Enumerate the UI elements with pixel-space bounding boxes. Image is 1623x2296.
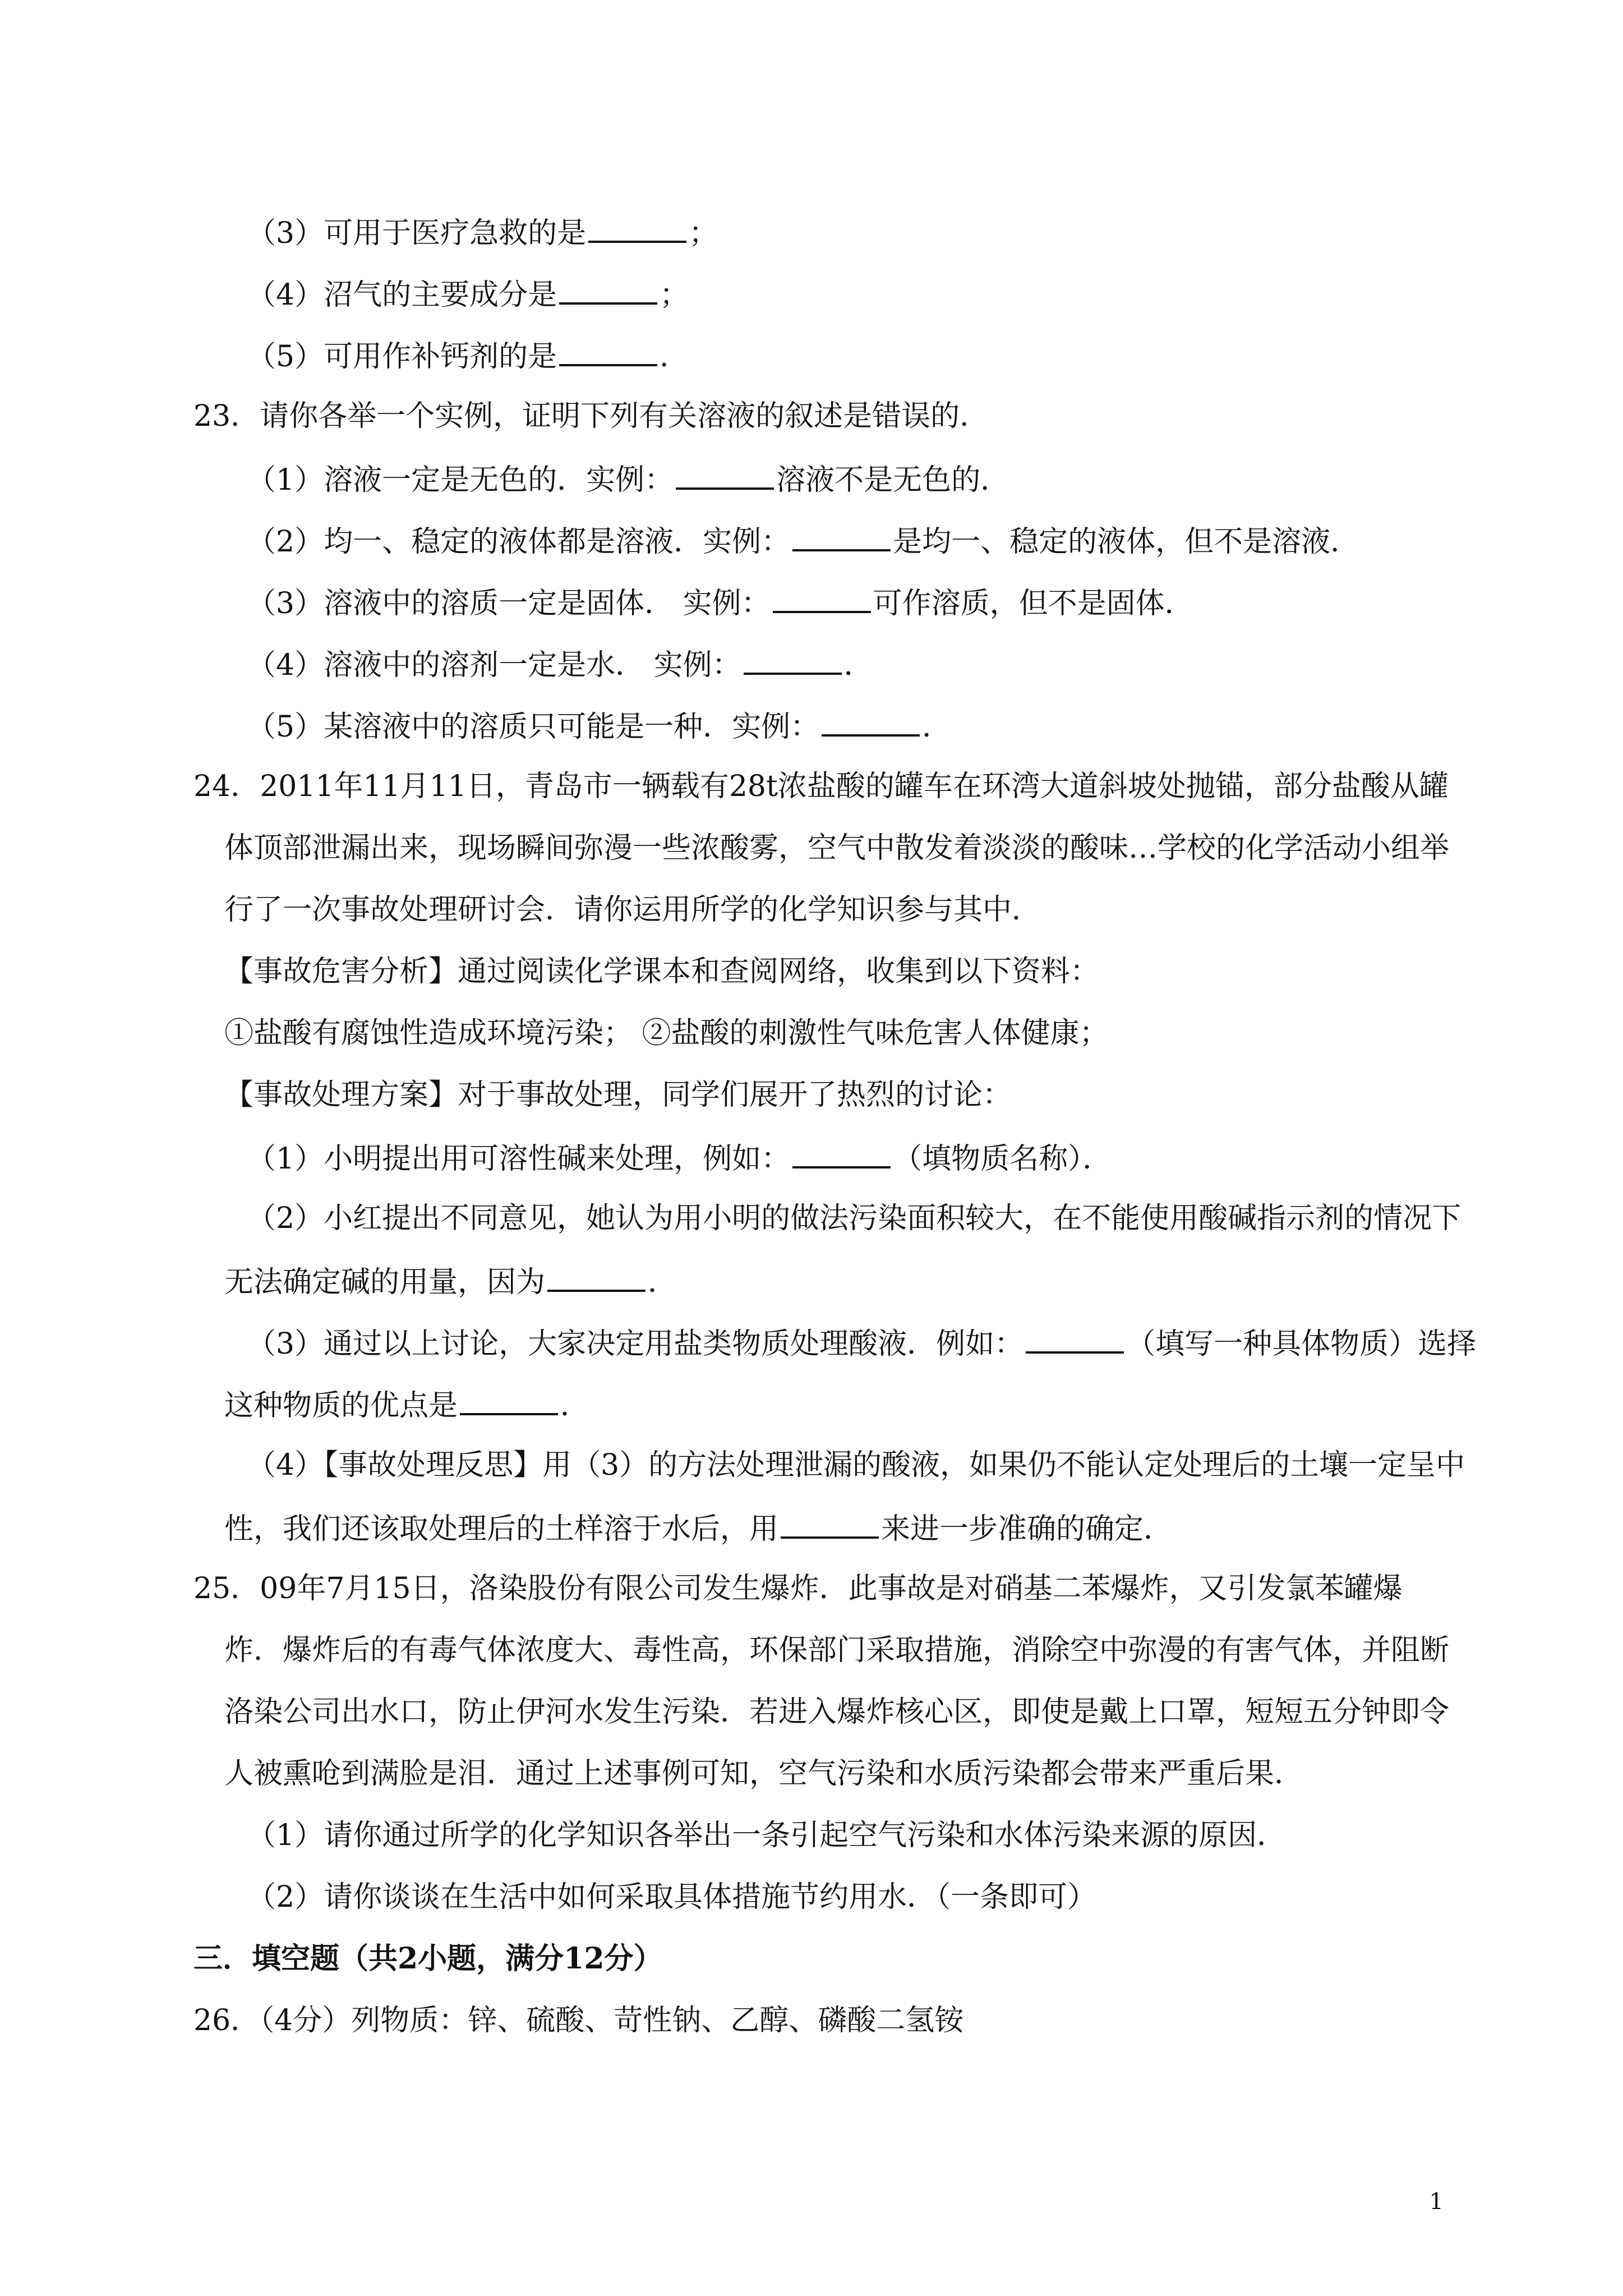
q23-1: （1）溶液一定是无色的．实例： 溶液不是无色的． [247, 458, 1009, 500]
q23-2: （2）均一、稳定的液体都是溶液．实例： 是均一、稳定的液体，但不是溶液． [247, 520, 1359, 562]
answer-blank[interactable] [1026, 1322, 1124, 1354]
q23-stem: 23．请你各举一个实例，证明下列有关溶液的叙述是错误的． [193, 399, 989, 433]
q24-1: （1）小明提出用可溶性碱来处理，例如： （填物质名称）． [247, 1137, 1112, 1179]
q25-2: （2）请你谈谈在生活中如何采取具体措施节约用水．（一条即可） [247, 1880, 1097, 1914]
q24-2-line1: （2）小红提出不同意见，她认为用小明的做法污染面积较大，在不能使用酸碱指示剂的情况下 [247, 1202, 1461, 1235]
answer-blank[interactable] [781, 1507, 879, 1539]
q24-3-line1: （3）通过以上讨论，大家决定用盐类物质处理酸液．例如： （填写一种具体物质）选择 [247, 1322, 1476, 1364]
q25-1: （1）请你通过所学的化学知识各举出一条引起空气污染和水体污染来源的原因． [247, 1819, 1287, 1852]
q23-4: （4）溶液中的溶剂一定是水． 实例： ． [247, 643, 873, 685]
q24-4-line1: （4）【事故处理反思】用（3）的方法处理泄漏的酸液，如果仍不能认定处理后的土壤一定呈中 [247, 1448, 1465, 1482]
q24-plan-heading: 【事故处理方案】对于事故处理，同学们展开了热烈的讨论： [224, 1078, 1012, 1112]
q23-3: （3）溶液中的溶质一定是固体． 实例： 可作溶质，但不是固体． [247, 582, 1194, 623]
q24-analysis-heading: 【事故危害分析】通过阅读化学课本和查阅网络，收集到以下资料： [224, 955, 1100, 988]
answer-blank[interactable] [559, 335, 657, 366]
answer-blank[interactable] [792, 1137, 891, 1168]
answer-blank[interactable] [547, 1260, 645, 1292]
q25-stem-1: 25．09年7月15日，洛染股份有限公司发生爆炸．此事故是对硝基二苯爆炸，又引发氯苯罐爆 [193, 1572, 1403, 1605]
q24-4-line2: 性，我们还该取处理后的土样溶于水后，用 来进一步准确的确定． [224, 1507, 1173, 1549]
answer-blank[interactable] [744, 643, 842, 675]
answer-blank[interactable] [588, 211, 686, 243]
answer-blank[interactable] [559, 273, 657, 305]
answer-blank[interactable] [792, 520, 891, 551]
q23-5: （5）某溶液中的溶质只可能是一种．实例： ． [247, 705, 951, 747]
q25-stem-2: 炸．爆炸后的有毒气体浓度大、毒性高，环保部门采取措施，消除空中弥漫的有害气体，并阻断 [224, 1634, 1450, 1667]
q24-stem-3: 行了一次事故处理研讨会．请你运用所学的化学知识参与其中． [224, 893, 1041, 927]
page-number: 1 [1429, 2189, 1444, 2215]
q25-stem-4: 人被熏呛到满脸是泪．通过上述事例可知，空气污染和水质污染都会带来严重后果． [224, 1757, 1304, 1791]
q24-materials: ①盐酸有腐蚀性造成环境污染； ②盐酸的刺激性气味危害人体健康； [224, 1016, 1109, 1050]
q22-4: （4）沼气的主要成分是 ； [247, 273, 689, 315]
q25-stem-3: 洛染公司出水口，防止伊河水发生污染．若进入爆炸核心区，即使是戴上口罩，短短五分钟即令 [224, 1695, 1450, 1729]
answer-blank[interactable] [460, 1384, 558, 1415]
section-heading: 三．填空题（共2小题，满分12分） [193, 1941, 663, 1976]
q22-3: （3）可用于医疗急救的是 ； [247, 211, 718, 253]
answer-blank[interactable] [773, 582, 871, 613]
q24-stem-1: 24．2011年11月11日，青岛市一辆载有28t浓盐酸的罐车在环湾大道斜坡处抛锚，部分盐酸从罐 [193, 770, 1449, 803]
answer-blank[interactable] [676, 458, 774, 490]
q22-5: （5）可用作补钙剂的是 ． [247, 335, 689, 376]
q26-stem: 26．（4分）列物质：锌、硫酸、苛性钠、乙醇、磷酸二氢铵 [193, 2004, 964, 2037]
q24-2-line2: 无法确定碱的用量，因为 ． [224, 1260, 677, 1302]
answer-blank[interactable] [822, 705, 920, 737]
q24-stem-2: 体顶部泄漏出来，现场瞬间弥漫一些浓酸雾，空气中散发着淡淡的酸味…学校的化学活动小组举 [224, 831, 1450, 865]
q24-3-line2: 这种物质的优点是 ． [224, 1384, 589, 1425]
